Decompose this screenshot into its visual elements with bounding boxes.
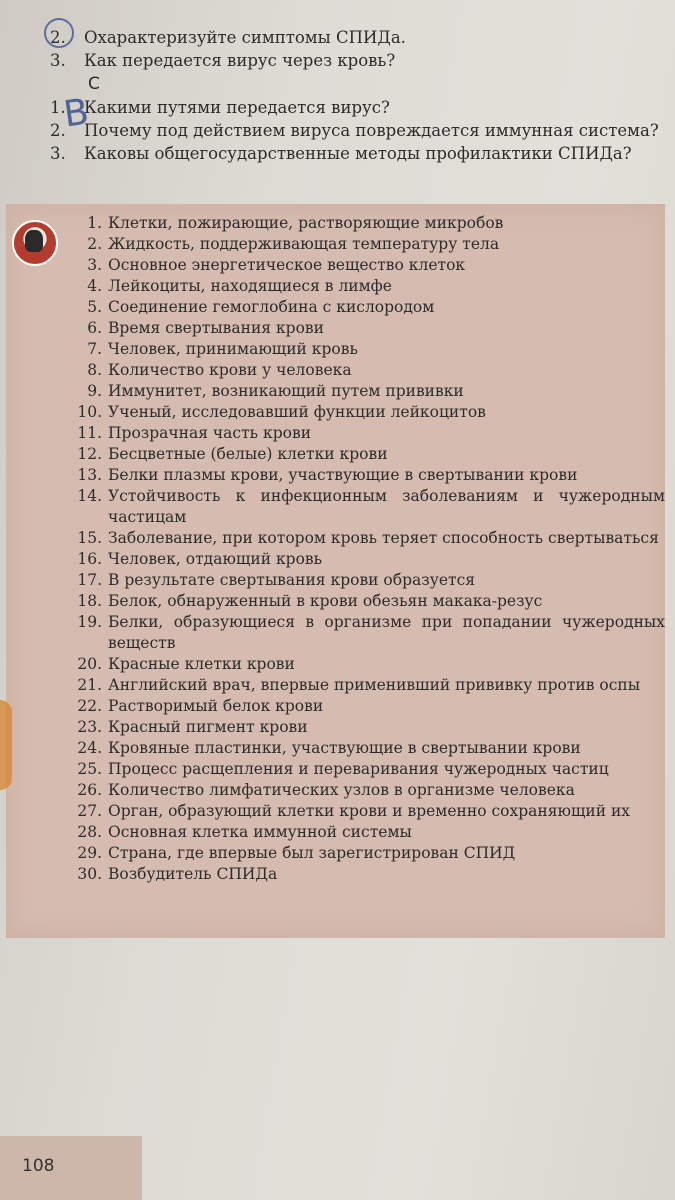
term-number: 22. — [77, 697, 102, 715]
term-number: 30. — [77, 865, 102, 883]
term-item — [70, 717, 665, 738]
term-text: Растворимый белок крови — [108, 697, 324, 715]
term-item — [70, 234, 665, 255]
term-number: 14. — [77, 487, 102, 505]
term-number: 26. — [77, 781, 102, 799]
term-item — [70, 759, 665, 780]
term-text: Красный пигмент крови — [108, 718, 308, 736]
term-text: Процесс расщепления и переваривания чужеродных частиц — [108, 760, 609, 778]
term-item — [70, 843, 665, 864]
question-number: 2. — [50, 28, 66, 47]
term-number: 6. — [87, 319, 102, 337]
term-number: 11. — [77, 424, 102, 442]
term-item — [70, 801, 665, 822]
term-item — [70, 360, 665, 381]
term-text: Орган, образующий клетки крови и временно сохраняющий их — [108, 802, 631, 820]
question-item — [50, 49, 670, 72]
term-item — [70, 444, 665, 465]
term-item — [70, 318, 665, 339]
term-number: 15. — [77, 529, 102, 547]
terms-list — [70, 213, 665, 885]
term-item — [70, 675, 665, 696]
question-text: Как передается вирус через кровь? — [84, 51, 396, 70]
term-text: Жидкость, поддерживающая температуру тела — [108, 235, 500, 253]
term-number: 10. — [77, 403, 102, 421]
term-text: Основная клетка иммунной системы — [108, 823, 412, 841]
term-item — [70, 822, 665, 843]
term-text: Человек, принимающий кровь — [108, 340, 358, 358]
term-text: Устойчивость к инфекционным заболеваниям и чужеродным частицам — [108, 487, 665, 526]
term-text: В результате свертывания крови образуется — [108, 571, 476, 589]
term-number: 1. — [87, 214, 102, 232]
term-number: 13. — [77, 466, 102, 484]
term-text: Белки плазмы крови, участвующие в свертывании крови — [108, 466, 578, 484]
term-text: Белки, образующиеся в организме при попадании чужеродных веществ — [108, 613, 665, 652]
term-number: 7. — [87, 340, 102, 358]
term-text: Иммунитет, возникающий путем прививки — [108, 382, 464, 400]
term-item — [70, 549, 665, 570]
term-text: Бесцветные (белые) клетки крови — [108, 445, 388, 463]
term-text: Белок, обнаруженный в крови обезьян макака-резус — [108, 592, 543, 610]
term-text: Заболевание, при котором кровь теряет способность свертываться — [108, 529, 659, 547]
page-stain — [0, 700, 12, 790]
term-number: 5. — [87, 298, 102, 316]
term-text: Ученый, исследовавший функции лейкоцитов — [108, 403, 486, 421]
term-number: 3. — [87, 256, 102, 274]
term-number: 18. — [77, 592, 102, 610]
term-item — [70, 255, 665, 276]
term-text: Прозрачная часть крови — [108, 424, 312, 442]
term-number: 8. — [87, 361, 102, 379]
term-text: Человек, отдающий кровь — [108, 550, 323, 568]
term-text: Красные клетки крови — [108, 655, 295, 673]
term-number: 20. — [77, 655, 102, 673]
term-item — [70, 780, 665, 801]
term-number: 28. — [77, 823, 102, 841]
term-text: Английский врач, впервые применивший прививку против оспы — [108, 676, 641, 694]
term-item — [70, 423, 665, 444]
handwritten-mark: B — [61, 91, 92, 136]
question-item — [50, 142, 670, 165]
term-number: 9. — [87, 382, 102, 400]
term-item — [70, 465, 665, 486]
question-text: Почему под действием вируса повреждается иммунная система? — [84, 121, 659, 140]
question-text: Какими путями передается вирус? — [84, 98, 390, 117]
term-text: Количество лимфатических узлов в организме человека — [108, 781, 575, 799]
question-item — [50, 26, 670, 49]
term-item — [70, 612, 665, 654]
term-item — [70, 339, 665, 360]
term-text: Страна, где впервые был зарегистрирован СПИД — [108, 844, 516, 862]
term-text: Возбудитель СПИДа — [108, 865, 278, 883]
question-item — [50, 96, 670, 119]
term-item — [70, 738, 665, 759]
term-number: 21. — [77, 676, 102, 694]
pen-circle-mark — [44, 18, 74, 48]
questions-section — [50, 26, 670, 165]
term-item — [70, 381, 665, 402]
term-item — [70, 276, 665, 297]
term-text: Количество крови у человека — [108, 361, 352, 379]
term-number: 19. — [77, 613, 102, 631]
term-number: 12. — [77, 445, 102, 463]
term-item — [70, 570, 665, 591]
question-text: Каковы общегосударственные методы профилактики СПИДа? — [84, 144, 632, 163]
question-text: Охарактеризуйте симптомы СПИДа. — [84, 28, 406, 47]
question-number: 2. — [50, 121, 66, 140]
term-number: 16. — [77, 550, 102, 568]
term-text: Кровяные пластинки, участвующие в свертывании крови — [108, 739, 581, 757]
term-number: 2. — [87, 235, 102, 253]
term-number: 29. — [77, 844, 102, 862]
term-item — [70, 654, 665, 675]
term-item — [70, 486, 665, 528]
term-text: Клетки, пожирающие, растворяющие микробов — [108, 214, 504, 232]
question-number: 3. — [50, 51, 66, 70]
term-number: 25. — [77, 760, 102, 778]
term-text: Время свертывания крови — [108, 319, 324, 337]
question-number: 3. — [50, 144, 66, 163]
term-number: 23. — [77, 718, 102, 736]
term-item — [70, 528, 665, 549]
question-item — [50, 119, 670, 142]
term-item — [70, 213, 665, 234]
term-number: 17. — [77, 571, 102, 589]
page-number: 108 — [22, 1156, 55, 1176]
term-text: Лейкоциты, находящиеся в лимфе — [108, 277, 392, 295]
term-text: Основное энергетическое вещество клеток — [108, 256, 466, 274]
term-item — [70, 591, 665, 612]
term-item — [70, 402, 665, 423]
term-item — [70, 297, 665, 318]
term-item — [70, 696, 665, 717]
character-face-icon — [25, 230, 43, 252]
term-number: 24. — [77, 739, 102, 757]
term-number: 4. — [87, 277, 102, 295]
term-item — [70, 864, 665, 885]
question-number: 1. — [50, 98, 66, 117]
term-number: 27. — [77, 802, 102, 820]
section-letter: С — [88, 74, 100, 94]
term-text: Соединение гемоглобина с кислородом — [108, 298, 435, 316]
